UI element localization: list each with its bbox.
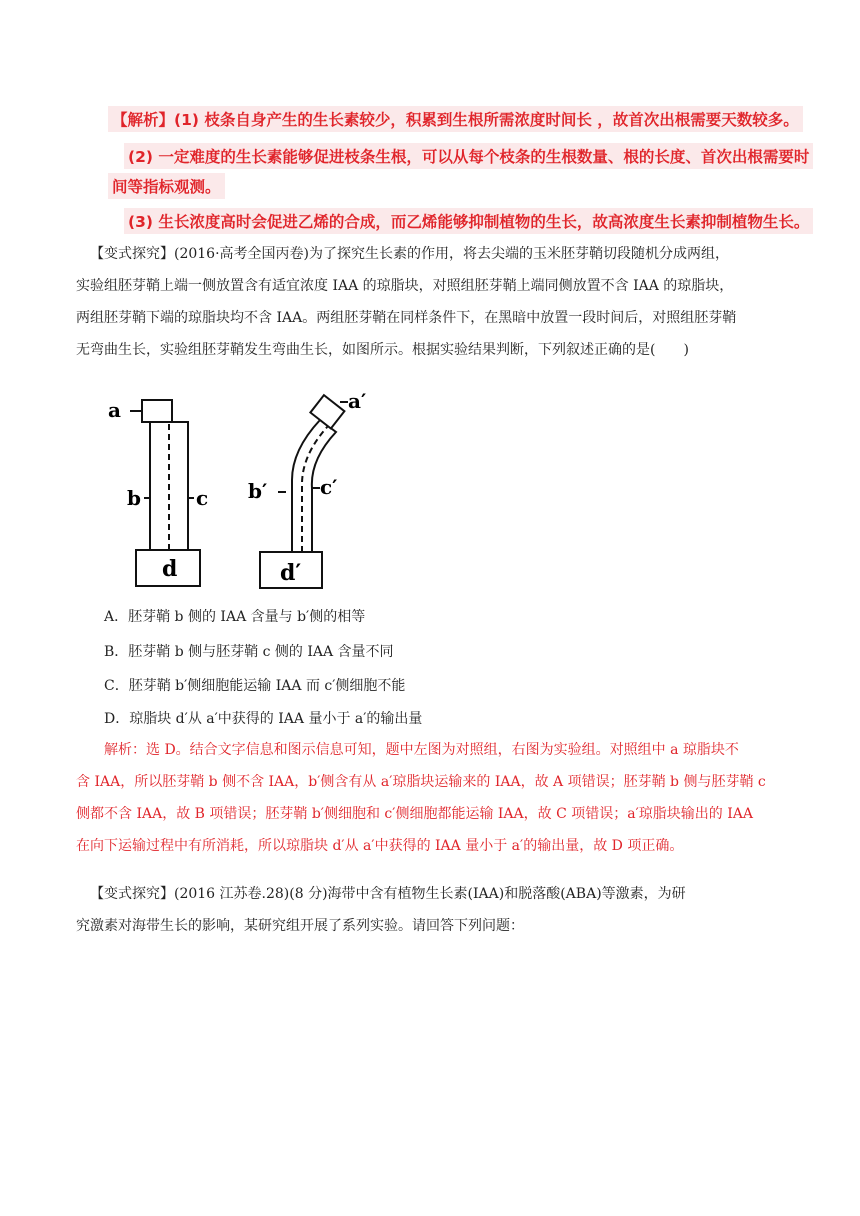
question-1-line: 实验组胚芽鞘上端一侧放置含有适宜浓度 IAA 的琼脂块，对照组胚芽鞘上端同侧放置不含 IAA 的琼脂块，: [76, 278, 734, 294]
label-d: d: [162, 556, 178, 582]
analysis-line-3: 间等指标观测。: [108, 173, 225, 199]
question-1-line: 无弯曲生长，实验组胚芽鞘发生弯曲生长，如图所示。根据实验结果判断，下列叙述正确的是( ): [76, 342, 689, 358]
option-d: D．琼脂块 d′从 a′中获得的 IAA 量小于 a′的输出量: [104, 711, 423, 727]
label-a-prime: a′: [348, 389, 367, 413]
agar-block-a: [142, 400, 172, 422]
control-coleoptile: [108, 398, 208, 586]
question-2-line: 【变式探究】(2016 江苏卷.28)(8 分)海带中含有植物生长素(IAA)和脱落酸(ABA)等激素，为研: [90, 886, 686, 902]
coleoptile-figure: [100, 380, 380, 595]
answer-line: 侧都不含 IAA，故 B 项错误；胚芽鞘 b′侧细胞和 c′侧细胞都能运输 IAA，故 C 项错误；a′琼脂块输出的 IAA: [76, 806, 753, 822]
option-a: A．胚芽鞘 b 侧的 IAA 含量与 b′侧的相等: [104, 609, 366, 625]
label-b-prime: b′: [248, 479, 268, 503]
label-c-prime: c′: [320, 475, 338, 499]
label-a: a: [108, 398, 121, 422]
label-c: c: [196, 486, 209, 510]
question-2-stem: [76, 878, 788, 942]
analysis-line-2: (2) 一定难度的生长素能够促进枝条生根，可以从每个枝条的生根数量、根的长度、首次出根需要时: [124, 143, 813, 169]
option-c: C．胚芽鞘 b′侧细胞能运输 IAA 而 c′侧细胞不能: [104, 678, 406, 694]
question-1-line: 【变式探究】(2016·高考全国丙卷)为了探究生长素的作用，将去尖端的玉米胚芽鞘切段随机分成两组，: [90, 246, 730, 262]
question-1-line: 两组胚芽鞘下端的琼脂块均不含 IAA。两组胚芽鞘在同样条件下，在黑暗中放置一段时间后，对照组胚芽鞘: [76, 310, 737, 326]
label-b: b: [127, 486, 141, 510]
answer-line: 在向下运输过程中有所消耗，所以琼脂块 d′从 a′中获得的 IAA 量小于 a′的输出量，故 D 项正确。: [76, 838, 684, 854]
question-2-line: 究激素对海带生长的影响，某研究组开展了系列实验。请回答下列问题：: [76, 918, 524, 934]
answer-line: 含 IAA，所以胚芽鞘 b 侧不含 IAA，b′侧含有从 a′琼脂块运输来的 IAA，故 A 项错误；胚芽鞘 b 侧与胚芽鞘 c: [76, 774, 766, 790]
label-d-prime: d′: [280, 560, 302, 586]
question-1-stem: [76, 238, 788, 366]
analysis-line-4: (3) 生长浓度高时会促进乙烯的合成，而乙烯能够抑制植物的生长，故高浓度生长素抑制植物生长。: [124, 208, 813, 234]
analysis-line-1: 【解析】(1) 枝条自身产生的生长素较少，积累到生根所需浓度时间长 ，故首次出根需要天数较多。: [108, 106, 803, 132]
answer-explanation: [76, 734, 788, 862]
answer-line: 解析：选 D。结合文字信息和图示信息可知，题中左图为对照组，右图为实验组。对照组中 a 琼脂块不: [104, 742, 739, 758]
option-b: B．胚芽鞘 b 侧与胚芽鞘 c 侧的 IAA 含量不同: [104, 644, 394, 660]
experimental-coleoptile: [248, 389, 366, 588]
agar-block-a-prime: [310, 395, 344, 428]
